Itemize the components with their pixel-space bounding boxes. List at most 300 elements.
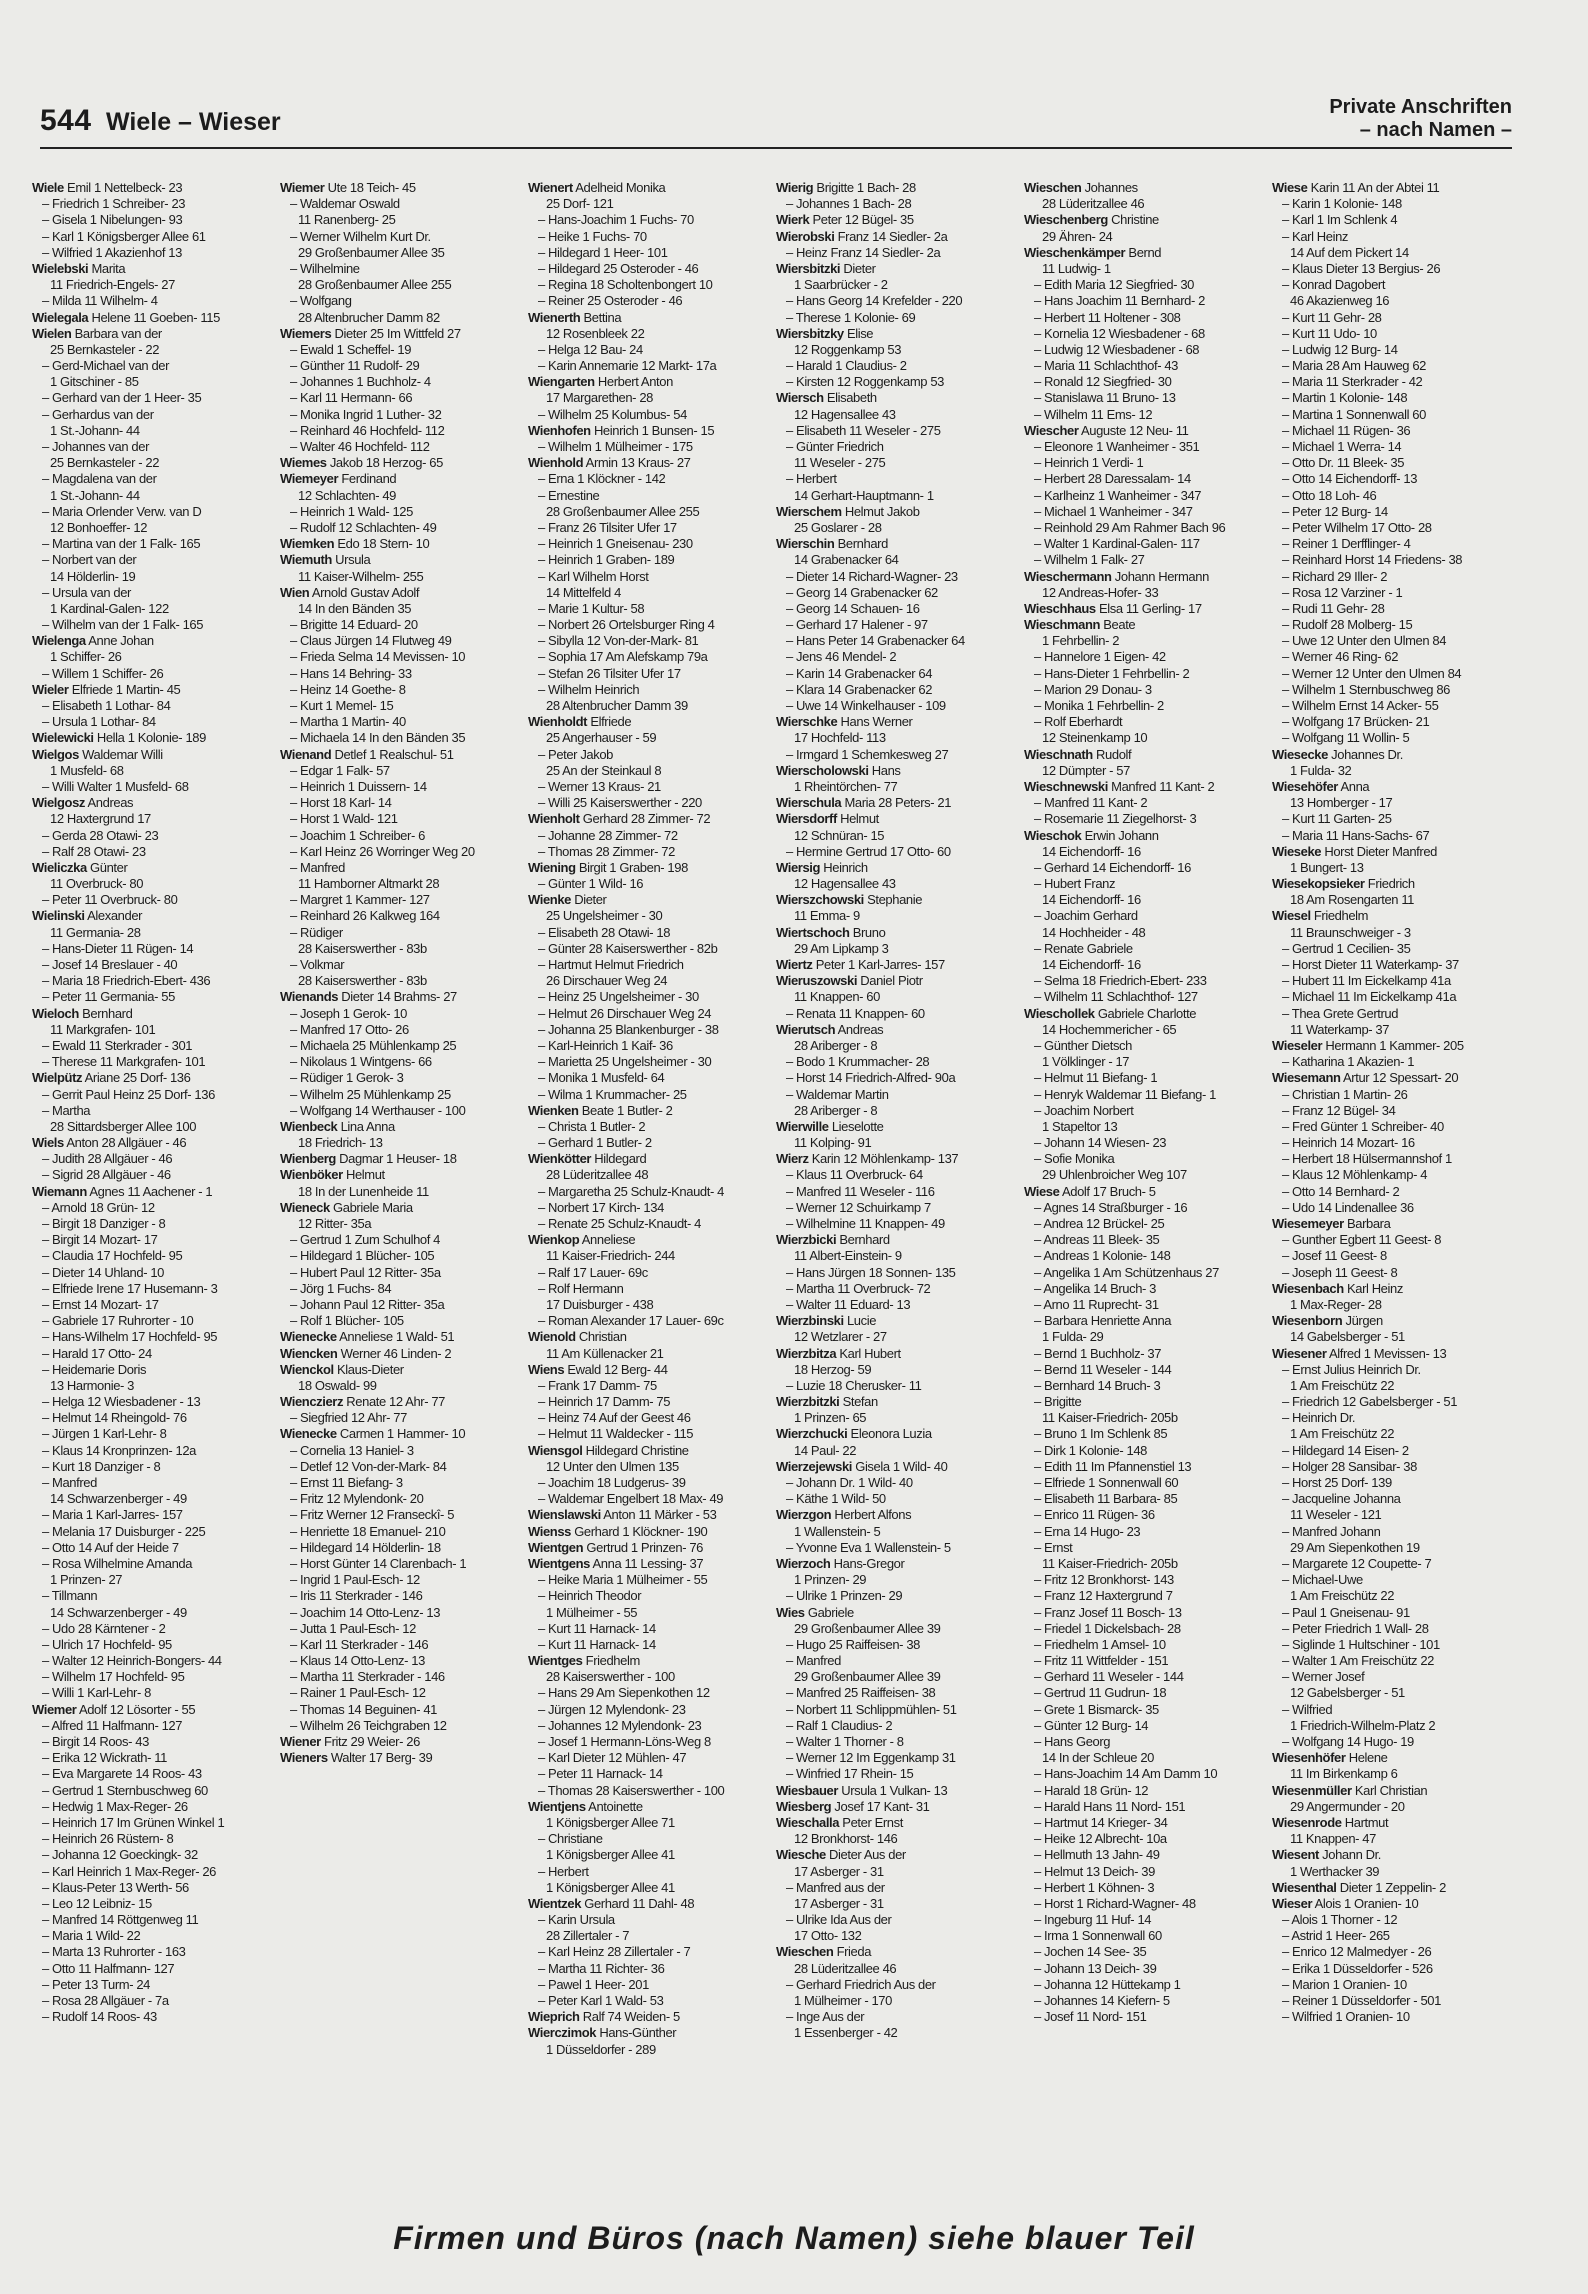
listing-entry-line: [1272, 520, 1516, 536]
listing-text: – Johanna 12 Goeckingk- 32: [42, 1847, 198, 1863]
listing-entry-line: [32, 1669, 276, 1685]
listing-entry-head: [1272, 844, 1516, 860]
listing-text: Gabriele Charlotte: [1094, 1005, 1197, 1021]
listing-text: – Gertrud 1 Sternbuschweg 60: [42, 1782, 208, 1798]
listing-text: 1 Düsseldorfer - 289: [546, 2041, 656, 2057]
listing-text: Beate: [1100, 617, 1136, 633]
listing-surname: Wiersig: [776, 859, 821, 875]
listing-entry-line: [528, 488, 772, 504]
listing-text: – Georg 14 Grabenacker 62: [786, 584, 938, 600]
listing-entry-head: [1272, 1815, 1516, 1831]
listing-text: – Pawel 1 Heer- 201: [538, 1976, 649, 1992]
listing-entry-line: [280, 714, 524, 730]
listing-entry-line: [1024, 795, 1268, 811]
listing-text: – Waldemar Engelbert 18 Max- 49: [538, 1491, 724, 1507]
listing-entry-head: [776, 811, 1020, 827]
listing-text: Ariane 25 Dorf- 136: [82, 1070, 191, 1086]
listing-text: – Eva Margarete 14 Roos- 43: [42, 1766, 202, 1782]
listing-entry-line: [32, 1524, 276, 1540]
listing-text: – Erna 14 Hugo- 23: [1034, 1523, 1141, 1539]
listing-entry-line: [32, 698, 276, 714]
listing-text: – Katharina 1 Akazien- 1: [1282, 1054, 1415, 1070]
listing-text: Heinrich 1 Bunsen- 15: [590, 422, 715, 438]
listing-text: – Maria 11 Hans-Sachs- 67: [1282, 827, 1430, 843]
listing-entry-line: [32, 941, 276, 957]
listing-text: – Bernd 11 Weseler - 144: [1034, 1361, 1172, 1377]
listing-text: – Rosemarie 11 Ziegelhorst- 3: [1034, 811, 1197, 827]
listing-entry-line: [776, 844, 1020, 860]
listing-text: – Johanna 12 Hüttekamp 1: [1034, 1976, 1181, 1992]
listing-entry-line: [280, 310, 524, 326]
listing-text: – Karin 14 Grabenacker 64: [786, 665, 933, 681]
listing-text: – Harald 1 Claudius- 2: [786, 358, 907, 374]
listing-surname: Wienecke: [280, 1426, 337, 1442]
listing-entry-line: [1024, 1912, 1268, 1928]
listing-entry-head: [528, 1151, 772, 1167]
listing-surname: Wieschermann: [1024, 568, 1112, 584]
listing-text: – Fritz 12 Bronkhorst- 143: [1034, 1572, 1174, 1588]
listing-text: 1 Schiffer- 26: [50, 649, 122, 665]
listing-text: 12 Bonhoeffer- 12: [50, 519, 148, 535]
listing-surname: Wieneck: [280, 1199, 330, 1215]
listing-entry-line: [528, 2042, 772, 2058]
listing-entry-line: [1024, 1475, 1268, 1491]
listing-text: Friedhelm: [1310, 908, 1369, 924]
listing-text: Elsa 11 Gerling- 17: [1095, 600, 1202, 616]
listing-entry-line: [528, 601, 772, 617]
listing-text: – Heinrich 1 Gneisenau- 230: [538, 536, 693, 552]
listing-text: – Rüdiger 1 Gerok- 3: [290, 1070, 404, 1086]
listing-entry-line: [1272, 1426, 1516, 1442]
listing-entry-line: [1024, 1783, 1268, 1799]
listing-text: Barbara: [1343, 1216, 1391, 1231]
listing-entry-head: [32, 1702, 276, 1718]
listing-surname: Wierzejewski: [776, 1458, 853, 1474]
listing-entry-line: [528, 1491, 772, 1507]
listing-entry-line: [32, 1977, 276, 1993]
listing-text: – Norbert 17 Kirch- 134: [538, 1199, 664, 1215]
listing-text: 25 Bernkasteler - 22: [50, 341, 160, 357]
listing-text: – Inge Aus der: [786, 2009, 865, 2025]
listing-text: – Heike 12 Albrecht- 10a: [1034, 1831, 1167, 1847]
listing-entry-line: [280, 1718, 524, 1734]
listing-entry-line: [528, 1459, 772, 1475]
listing-entry-line: [528, 1087, 772, 1103]
listing-text: – Klara 14 Grabenacker 62: [786, 681, 933, 697]
listing-surname: Wienecke: [280, 1329, 337, 1345]
listing-entry-line: [32, 488, 276, 504]
listing-text: Hans Werner: [837, 714, 913, 730]
listing-entry-line: [528, 326, 772, 342]
listing-entry-line: [528, 1734, 772, 1750]
listing-entry-line: [1024, 536, 1268, 552]
listing-text: Daniel Piotr: [857, 973, 923, 989]
listing-entry-line: [1272, 439, 1516, 455]
listing-entry-line: [1272, 941, 1516, 957]
listing-entry-line: [776, 1378, 1020, 1394]
listing-text: – Ronald 12 Siegfried- 30: [1034, 374, 1172, 390]
listing-entry-line: [1024, 1750, 1268, 1766]
listing-entry-line: [1272, 1006, 1516, 1022]
listing-entry-line: [528, 1297, 772, 1313]
listing-entry-line: [528, 1167, 772, 1183]
listing-entry-line: [1024, 1572, 1268, 1588]
listing-entry-line: [32, 1022, 276, 1038]
listing-entry-line: [1024, 1151, 1268, 1167]
listing-text: Peter 12 Bügel- 35: [809, 212, 914, 228]
listing-text: – Thomas 28 Kaiserswerther - 100: [538, 1782, 725, 1798]
listing-text: – Heinrich 17 Damm- 75: [538, 1394, 671, 1410]
listing-entry-line: [528, 666, 772, 682]
listing-text: 25 Dorf- 121: [546, 196, 614, 212]
listing-entry-line: [528, 633, 772, 649]
listing-entry-line: [1024, 488, 1268, 504]
listing-text: 11 Germania- 28: [50, 924, 141, 940]
listing-text: – Werner 46 Ring- 62: [1282, 649, 1399, 665]
listing-surname: Wieler: [32, 681, 69, 697]
listing-text: – Ralf 28 Otawi- 23: [42, 843, 146, 859]
listing-entry-line: [776, 1766, 1020, 1782]
listing-text: – Therese 1 Kolonie- 69: [786, 309, 916, 325]
listing-surname: Wiening: [528, 859, 576, 875]
listing-entry-line: [280, 1556, 524, 1572]
listing-text: Armin 13 Kraus- 27: [583, 455, 691, 471]
listing-surname: Wierzbinski: [776, 1313, 844, 1329]
listing-text: 12 Schlachten- 49: [298, 487, 396, 503]
listing-text: – Elfriede 1 Sonnenwall 60: [1034, 1475, 1179, 1490]
listing-text: – Ludwig 12 Burg- 14: [1282, 341, 1398, 357]
listing-surname: Wiertschoch: [776, 924, 850, 940]
listing-text: – Karin Annemarie 12 Markt- 17a: [538, 358, 717, 374]
listing-text: – Kurt 11 Garten- 25: [1282, 811, 1392, 827]
listing-surname: Wierzchucki: [776, 1426, 848, 1442]
listing-entry-line: [280, 730, 524, 746]
listing-entry-line: [528, 229, 772, 245]
listing-text: – Rudolf 12 Schlachten- 49: [290, 519, 437, 535]
listing-surname: Wiertz: [776, 957, 813, 972]
listing-entry-line: [776, 601, 1020, 617]
listing-surname: Wielegala: [32, 309, 89, 325]
listing-text: Andreas: [85, 795, 134, 811]
listing-text: – Wilfried: [1282, 1701, 1333, 1717]
listing-entry-head: [1024, 617, 1268, 633]
listing-entry-line: [1272, 1184, 1516, 1200]
listing-surname: Wienert: [528, 180, 573, 195]
listing-text: – Marie 1 Kultur- 58: [538, 600, 645, 616]
listing-text: – Horst 18 Karl- 14: [290, 795, 392, 811]
listing-entry-line: [1024, 1054, 1268, 1070]
listing-entry-line: [280, 423, 524, 439]
listing-text: – Werner 12 Im Eggenkamp 31: [786, 1750, 956, 1766]
listing-text: – Elisabeth 28 Otawi- 18: [538, 924, 671, 940]
listing-text: 12 Haxtergrund 17: [50, 811, 151, 827]
listing-text: – Frank 17 Damm- 75: [538, 1377, 657, 1393]
listing-text: – Hildegard 1 Heer- 101: [538, 244, 668, 260]
listing-text: Hermann 1 Kammer- 205: [1322, 1037, 1464, 1053]
listing-entry-head: [1272, 908, 1516, 924]
listing-text: – Karl Heinrich 1 Max-Reger- 26: [42, 1863, 217, 1879]
listing-text: 17 Margarethen- 28: [546, 390, 653, 406]
listing-text: – Helmut 11 Waldecker - 115: [538, 1426, 694, 1442]
listing-text: 17 Otto- 132: [794, 1928, 862, 1944]
listing-text: – Brigitte: [1034, 1394, 1082, 1410]
listing-text: – Gertrud 1 Cecilien- 35: [1282, 940, 1411, 956]
listing-entry-line: [32, 1232, 276, 1248]
listing-text: – Hildegard 14 Hölderlin- 18: [290, 1539, 441, 1555]
listing-text: Ewald 12 Berg- 44: [564, 1361, 668, 1377]
listing-text: 14 Auf dem Pickert 14: [1290, 244, 1409, 260]
listing-entry-head: [1272, 779, 1516, 795]
listing-text: – Josef 11 Geest- 8: [1282, 1248, 1387, 1264]
listing-text: – Angelika 1 Am Schützenhaus 27: [1034, 1264, 1219, 1280]
listing-text: – Hans 29 Am Siepenkothen 12: [538, 1685, 710, 1701]
listing-text: Brigitte 1 Bach- 28: [813, 180, 916, 195]
listing-entry-line: [32, 1410, 276, 1426]
listing-text: – Werner 13 Kraus- 21: [538, 778, 661, 794]
listing-text: – Walter 46 Hochfeld- 112: [290, 439, 430, 454]
listing-entry-head: [280, 1119, 524, 1135]
listing-text: – Heinrich 1 Wald- 125: [290, 503, 413, 519]
listing-entry-line: [32, 1685, 276, 1701]
listing-entry-line: [1272, 1410, 1516, 1426]
listing-text: – Arnold 18 Grün- 12: [42, 1199, 155, 1215]
listing-entry-line: [1272, 1443, 1516, 1459]
listing-text: – Rolf Eberhardt: [1034, 714, 1123, 730]
listing-text: – Friedrich 1 Schreiber- 23: [42, 196, 186, 212]
listing-entry-line: [280, 617, 524, 633]
listing-entry-head: [280, 1362, 524, 1378]
listing-text: – Joachim Norbert: [1034, 1102, 1134, 1118]
listing-text: – Claus Jürgen 14 Flutweg 49: [290, 633, 452, 649]
listing-text: 29 Ähren- 24: [1042, 228, 1113, 244]
listing-text: – Kornelia 12 Wiesbadener - 68: [1034, 325, 1205, 341]
listing-entry-line: [1024, 1993, 1268, 2009]
listing-text: – Johannes 12 Mylendonk- 23: [538, 1717, 702, 1733]
listing-text: – Grete 1 Bismarck- 35: [1034, 1701, 1159, 1717]
listing-entry-line: [1272, 1297, 1516, 1313]
listing-entry-head: [776, 1346, 1020, 1362]
listing-text: Agnes 11 Aachener - 1: [86, 1183, 213, 1199]
listing-surname: Wienand: [280, 746, 332, 762]
listing-entry-line: [1024, 1038, 1268, 1054]
listing-entry-line: [1024, 763, 1268, 779]
listing-text: 14 Eichendorff- 16: [1042, 957, 1141, 972]
listing-entry-line: [528, 1815, 772, 1831]
listing-text: 13 Harmonie- 3: [50, 1377, 134, 1393]
listing-text: 17 Hochfeld- 113: [794, 730, 886, 746]
listing-surname: Wientzek: [528, 1895, 582, 1911]
listing-entry-line: [1024, 1702, 1268, 1718]
listing-text: – Richard 29 Iller- 2: [1282, 568, 1388, 584]
listing-entry-line: [528, 682, 772, 698]
listing-text: – Ernst Julius Heinrich Dr.: [1282, 1361, 1421, 1377]
listing-entry-line: [1272, 293, 1516, 309]
listing-text: – Enrico 12 Malmedyer - 26: [1282, 1944, 1432, 1960]
listing-entry-line: [528, 569, 772, 585]
listing-entry-line: [1024, 633, 1268, 649]
listing-entry-line: [280, 1702, 524, 1718]
listing-text: 18 Oswald- 99: [298, 1377, 377, 1393]
listing-entry-line: [1024, 455, 1268, 471]
listing-surname: Wienken: [528, 1102, 579, 1118]
listing-entry-line: [1272, 1540, 1516, 1556]
listing-entry-line: [528, 1475, 772, 1491]
listing-entry-line: [32, 1103, 276, 1119]
listing-entry-head: [776, 1556, 1020, 1572]
listing-text: Dieter: [840, 260, 876, 276]
listing-text: – Günter 28 Kaiserswerther - 82b: [538, 940, 718, 956]
listing-text: – Norbert 11 Schlippmühlen- 51: [786, 1701, 957, 1717]
listing-entry-head: [1024, 601, 1268, 617]
listing-text: Peter 1 Karl-Jarres- 157: [812, 957, 945, 972]
listing-entry-head: [776, 390, 1020, 406]
listing-entry-line: [776, 682, 1020, 698]
listing-entry-head: [776, 1459, 1020, 1475]
listing-entry-line: [776, 1103, 1020, 1119]
listing-entry-head: [280, 1734, 524, 1750]
listing-entry-line: [280, 1232, 524, 1248]
listing-entry-line: [32, 1928, 276, 1944]
listing-surname: Wienbeck: [280, 1118, 338, 1134]
listing-text: 1 Königsberger Allee 41: [546, 1847, 675, 1863]
listing-entry-line: [776, 1054, 1020, 1070]
listing-text: 12 Rosenbleek 22: [546, 325, 645, 341]
listing-entry-line: [1272, 358, 1516, 374]
listing-text: Herbert Alfons: [831, 1507, 912, 1523]
listing-text: – Yvonne Eva 1 Wallenstein- 5: [786, 1539, 951, 1555]
listing-text: 28 Kaiserswerther - 83b: [298, 940, 427, 956]
listing-text: – Karl 11 Sterkrader - 146: [290, 1636, 429, 1652]
listing-entry-line: [1272, 1977, 1516, 1993]
listing-entry-line: [1024, 844, 1268, 860]
listing-text: 28 Großenbaumer Allee 255: [546, 503, 700, 519]
listing-text: Bernhard: [78, 1005, 133, 1021]
listing-text: Arnold Gustav Adolf: [309, 584, 420, 600]
listing-text: – Walter 11 Eduard- 13: [786, 1296, 911, 1312]
listing-text: – Herbert 18 Hülsermannshof 1: [1282, 1151, 1452, 1167]
listing-entry-line: [776, 1669, 1020, 1685]
listing-entry-line: [528, 1783, 772, 1799]
listing-entry-line: [280, 795, 524, 811]
listing-text: Karl Hubert: [836, 1345, 901, 1361]
listing-entry-head: [776, 1605, 1020, 1621]
listing-entry-line: [280, 779, 524, 795]
listing-entry-line: [1024, 1766, 1268, 1782]
listing-text: Karl Christian: [1351, 1782, 1428, 1798]
listing-text: – Walter 1 Thorner - 8: [786, 1734, 904, 1749]
listing-text: – Ludwig 12 Wiesbadener - 68: [1034, 341, 1200, 357]
listing-text: Hartmut: [1341, 1814, 1389, 1830]
listing-entry-line: [1024, 1864, 1268, 1880]
listing-entry-line: [32, 1265, 276, 1281]
listing-text: – Werner Josef: [1282, 1669, 1365, 1685]
listing-entry-line: [1024, 310, 1268, 326]
listing-text: – Norbert van der: [42, 552, 137, 568]
listing-entry-line: [32, 1588, 276, 1604]
listing-entry-line: [1272, 925, 1516, 941]
listing-entry-line: [776, 552, 1020, 568]
listing-surname: Wiens: [528, 1361, 565, 1377]
listing-entry-line: [528, 1410, 772, 1426]
listing-text: – Reinhold 29 Am Rahmer Bach 96: [1034, 519, 1226, 535]
listing-entry-line: [32, 957, 276, 973]
listing-entry-head: [32, 1006, 276, 1022]
listing-entry-line: [776, 1410, 1020, 1426]
listing-entry-line: [1024, 504, 1268, 520]
listing-text: – Marion 1 Oranien- 10: [1282, 1976, 1407, 1992]
listing-text: Alois 1 Oranien- 10: [1312, 1895, 1419, 1911]
listing-text: – Josef 11 Nord- 151: [1034, 2009, 1147, 2025]
listing-entry-line: [1272, 1766, 1516, 1782]
listing-text: – Rudolf 28 Molberg- 15: [1282, 617, 1413, 633]
listing-text: 1 St.-Johann- 44: [50, 487, 140, 503]
listing-text: 12 Andreas-Hofer- 33: [1042, 584, 1159, 600]
listing-text: – Klaus Dieter 13 Bergius- 26: [1282, 260, 1441, 276]
listing-text: – Rüdiger: [290, 924, 343, 940]
listing-text: – Udo 28 Kärntener - 2: [42, 1620, 166, 1636]
listing-text: – Renate Gabriele: [1034, 940, 1133, 956]
listing-entry-line: [280, 504, 524, 520]
listing-text: – Tillmann: [42, 1588, 98, 1604]
listing-text: 12 Wetzlarer - 27: [794, 1329, 887, 1345]
listing-surname: Wiensgol: [528, 1442, 583, 1458]
listing-entry-line: [1024, 1167, 1268, 1183]
listing-entry-line: [776, 1329, 1020, 1345]
listing-entry-line: [1272, 1151, 1516, 1167]
listing-entry-line: [32, 342, 276, 358]
listing-entry-line: [32, 1443, 276, 1459]
listing-entry-line: [280, 358, 524, 374]
listing-text: – Maria Orlender Verw. van D: [42, 503, 202, 519]
listing-text: 11 Kaiser-Friedrich- 205b: [1042, 1410, 1178, 1426]
listing-entry-line: [280, 1685, 524, 1701]
listing-entry-line: [776, 1831, 1020, 1847]
listing-entry-line: [32, 1540, 276, 1556]
listing-entry-head: [528, 1443, 772, 1459]
listing-surname: Wiesenmüller: [1272, 1782, 1352, 1798]
listing-surname: Wieschen: [776, 1944, 834, 1960]
listing-text: Waldemar Willi: [78, 746, 163, 762]
listing-entry-line: [776, 617, 1020, 633]
listing-entry-line: [1024, 1847, 1268, 1863]
listing-text: – Jochen 14 See- 35: [1034, 1944, 1147, 1960]
listing-text: Maria 28 Peters- 21: [841, 795, 952, 811]
listing-entry-head: [1272, 1880, 1516, 1896]
listing-entry-head: [776, 1394, 1020, 1410]
listing-text: – Iris 11 Sterkrader - 146: [290, 1588, 423, 1604]
listing-text: – Fritz 12 Mylendonk- 20: [290, 1491, 424, 1507]
listing-text: Beate 1 Butler- 2: [578, 1102, 673, 1118]
listing-entry-head: [528, 455, 772, 471]
listing-text: Karin 12 Möhlenkamp- 137: [808, 1151, 959, 1167]
listing-text: – Irma 1 Sonnenwall 60: [1034, 1928, 1162, 1944]
listing-entry-line: [1272, 1605, 1516, 1621]
listing-text: – Agnes 14 Straßburger - 16: [1034, 1199, 1188, 1215]
listing-surname: Wieschen: [1024, 180, 1082, 195]
listing-entry-line: [776, 1184, 1020, 1200]
listing-text: – Peter 11 Overbruck- 80: [42, 892, 178, 908]
listing-text: – Christa 1 Butler- 2: [538, 1118, 646, 1134]
listing-entry-head: [528, 2009, 772, 2025]
listing-text: – Joachim Gerhard: [1034, 908, 1138, 924]
listing-surname: Wieschhaus: [1024, 600, 1096, 616]
listing-surname: Wieschnewski: [1024, 778, 1108, 794]
listing-entry-line: [1272, 1167, 1516, 1183]
listing-text: – Wilhelm 17 Hochfeld- 95: [42, 1669, 185, 1685]
listing-entry-line: [1024, 1685, 1268, 1701]
listing-entry-line: [528, 1265, 772, 1281]
listing-text: – Werner Wilhelm Kurt Dr.: [290, 228, 431, 244]
